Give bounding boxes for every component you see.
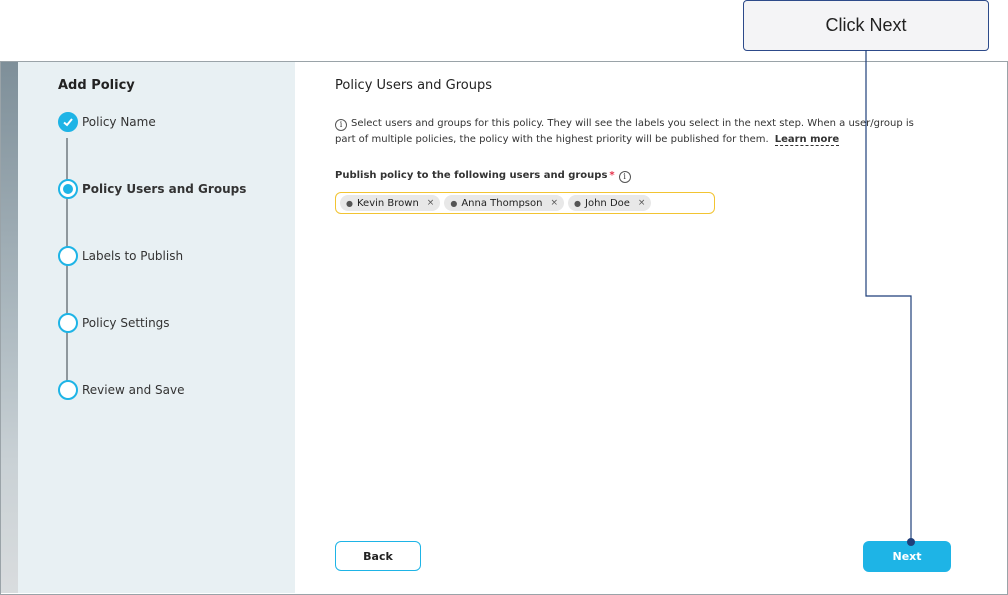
window-edge	[1, 62, 18, 593]
user-chip	[568, 195, 651, 211]
callout-text: Click Next	[825, 15, 907, 35]
step-label: Labels to Publish	[82, 249, 184, 263]
step-policy-users-and-groups[interactable]	[58, 179, 246, 199]
step-label: Policy Name	[82, 115, 156, 129]
next-button[interactable]: Next	[863, 541, 951, 572]
users-groups-field-label	[335, 170, 635, 183]
chip-label: John Doe	[585, 197, 630, 209]
step-pending-icon	[58, 313, 78, 333]
user-chip	[444, 195, 564, 211]
person-icon: ●	[346, 198, 353, 208]
step-active-icon	[58, 179, 78, 199]
step-pending-icon	[58, 380, 78, 400]
required-mark: *	[609, 170, 615, 181]
person-icon: ●	[450, 198, 458, 208]
main-panel	[295, 62, 1006, 593]
back-button[interactable]: Back	[335, 541, 421, 571]
step-label: Review and Save	[82, 383, 185, 397]
learn-more-link[interactable]: Learn more	[774, 134, 840, 145]
wizard-sidebar	[18, 62, 295, 593]
info-message	[335, 116, 935, 148]
step-pending-icon	[58, 246, 78, 266]
user-chip	[340, 195, 440, 211]
page-title: Policy Users and Groups	[335, 78, 493, 93]
users-groups-picker[interactable]	[335, 192, 715, 214]
remove-icon[interactable]: ×	[550, 198, 559, 208]
remove-icon[interactable]: ×	[426, 198, 435, 208]
info-text: Select users and groups for this policy. They will see the labels you select in the next step. When a user/group is part of multiple policies, the policy with the highest priority will be published for them.	[335, 118, 914, 145]
field-label-text: Publish policy to the following users and groups	[335, 170, 608, 181]
person-icon: ●	[574, 198, 582, 208]
step-labels-to-publish[interactable]	[58, 246, 183, 266]
step-policy-settings[interactable]	[58, 313, 170, 333]
info-icon[interactable]: i	[619, 171, 631, 183]
remove-icon[interactable]: ×	[637, 198, 646, 208]
checkmark-icon	[58, 112, 78, 132]
step-policy-name[interactable]	[58, 112, 156, 132]
step-label: Policy Users and Groups	[82, 182, 247, 196]
chip-label: Anna Thompson	[461, 197, 543, 209]
sidebar-title: Add Policy	[58, 78, 135, 93]
step-review-and-save[interactable]	[58, 380, 184, 400]
info-icon: i	[335, 119, 347, 131]
instruction-callout	[743, 0, 989, 51]
chip-label: Kevin Brown	[356, 197, 419, 209]
step-label: Policy Settings	[82, 316, 170, 330]
